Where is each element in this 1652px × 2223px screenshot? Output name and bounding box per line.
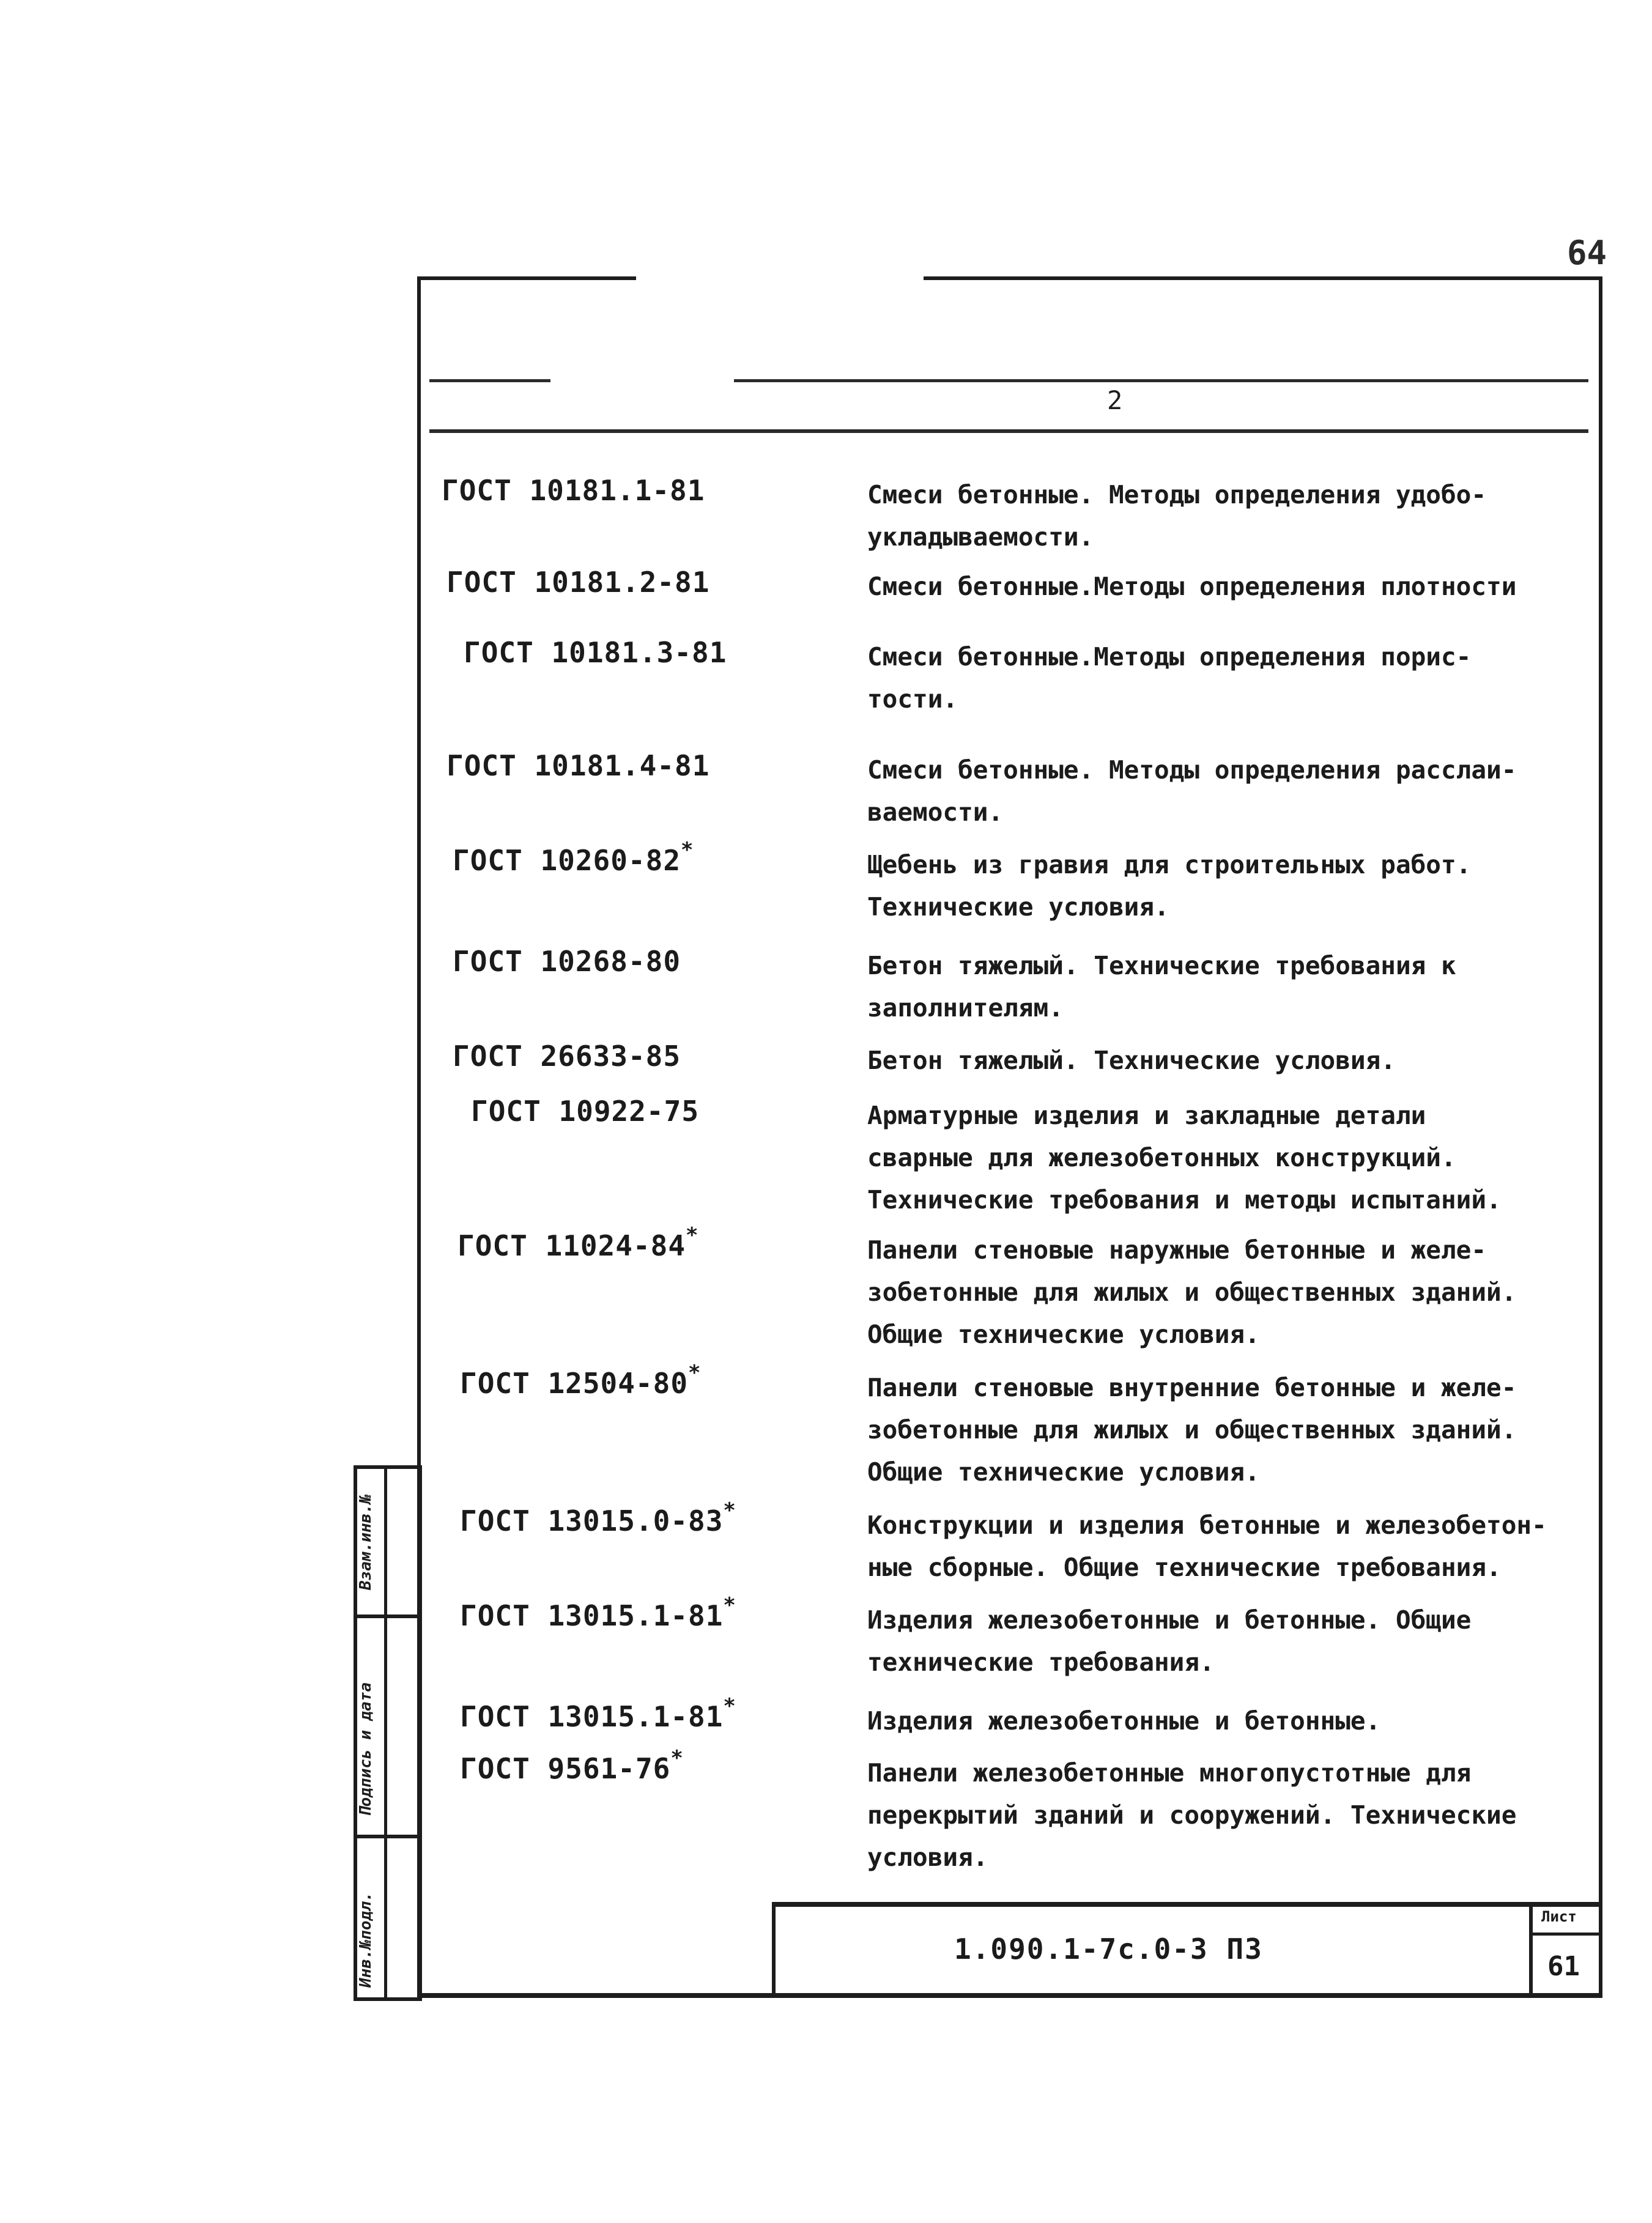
standard-title-line: сварные для железобетонных конструкций. bbox=[867, 1143, 1456, 1172]
side-label-signature-date: Подпись и дата bbox=[357, 1682, 375, 1816]
standard-title-line: Смеси бетонные.Методы определения порис- bbox=[867, 642, 1472, 671]
standard-code-text: ГОСТ 10922-75 bbox=[471, 1095, 700, 1128]
standard-code bbox=[446, 566, 709, 599]
standard-code bbox=[453, 945, 681, 978]
standard-title bbox=[867, 749, 1595, 834]
amendment-mark: * bbox=[681, 838, 694, 862]
standard-code-text: ГОСТ 13015.1-81 bbox=[460, 1599, 724, 1632]
standard-title bbox=[867, 1599, 1595, 1684]
standard-title bbox=[867, 566, 1595, 608]
standard-code-text: ГОСТ 13015.1-81 bbox=[460, 1700, 724, 1733]
standard-code-text: ГОСТ 10260-82 bbox=[453, 844, 681, 877]
standard-code-text: ГОСТ 11024-84 bbox=[457, 1229, 686, 1262]
standard-code bbox=[471, 1095, 699, 1128]
frame-gap bbox=[636, 272, 924, 281]
standard-code-text: ГОСТ 10181.3-81 bbox=[464, 636, 727, 669]
page-number: 64 bbox=[1567, 234, 1607, 272]
standard-code-text: ГОСТ 9561-76 bbox=[460, 1752, 671, 1785]
standard-code-text: ГОСТ 26633-85 bbox=[453, 1040, 681, 1073]
standard-title-line: Общие технические условия. bbox=[867, 1320, 1260, 1349]
standard-code bbox=[446, 749, 709, 782]
standard-title bbox=[867, 1700, 1595, 1742]
amendment-mark: * bbox=[686, 1223, 699, 1248]
standard-title-line: Смеси бетонные.Методы определения плотности bbox=[867, 572, 1517, 601]
standard-code bbox=[457, 1223, 699, 1262]
sheet-label: Лист bbox=[1541, 1908, 1577, 1925]
standard-code bbox=[460, 1694, 736, 1733]
standard-title-line: ные сборные. Общие технические требования. bbox=[867, 1553, 1502, 1582]
standard-title-line: условия. bbox=[867, 1843, 988, 1872]
standard-code bbox=[460, 1746, 684, 1785]
standard-title-line: укладываемости. bbox=[867, 522, 1094, 552]
standard-code-text: ГОСТ 10181.2-81 bbox=[446, 566, 710, 599]
column-header-rule-bottom bbox=[429, 429, 1588, 433]
standard-title-line: перекрытий зданий и сооружений. Технические bbox=[867, 1800, 1517, 1830]
standard-code-text: ГОСТ 10181.1-81 bbox=[442, 474, 705, 507]
standard-title-line: технические требования. bbox=[867, 1648, 1215, 1677]
standard-code-text: ГОСТ 10181.4-81 bbox=[446, 749, 710, 782]
standard-title-line: зобетонные для жилых и общественных зданий. bbox=[867, 1278, 1517, 1307]
sheet-number: 61 bbox=[1547, 1951, 1580, 1982]
standard-title-line: Арматурные изделия и закладные детали bbox=[867, 1101, 1426, 1130]
standard-code bbox=[460, 1593, 736, 1632]
document-code: 1.090.1-7с.0-3 ПЗ bbox=[954, 1933, 1263, 1966]
amendment-mark: * bbox=[723, 1694, 736, 1718]
standard-code bbox=[460, 1361, 702, 1400]
side-label-replacement-inventory: Взам.инв.№ bbox=[357, 1494, 375, 1590]
standard-code-text: ГОСТ 12504-80 bbox=[460, 1367, 689, 1400]
standard-title-line: Бетон тяжелый. Технические требования к bbox=[867, 951, 1456, 980]
side-stamp-divider bbox=[384, 1465, 387, 2001]
standard-title bbox=[867, 636, 1595, 720]
side-label-original-inventory: Инв.№подл. bbox=[357, 1892, 375, 1988]
rule-gap bbox=[550, 374, 734, 384]
standard-title-line: Технические условия. bbox=[867, 892, 1169, 922]
standard-title-line: Изделия железобетонные и бетонные. bbox=[867, 1706, 1381, 1736]
standard-code-text: ГОСТ 13015.0-83 bbox=[460, 1504, 724, 1537]
standard-title-line: Панели железобетонные многопустотные для bbox=[867, 1758, 1472, 1788]
standard-title-line: Бетон тяжелый. Технические условия. bbox=[867, 1046, 1396, 1075]
standard-title bbox=[867, 1367, 1595, 1493]
standard-title-line: заполнителям. bbox=[867, 993, 1064, 1023]
standard-title bbox=[867, 1040, 1595, 1082]
standard-title-line: Технические требования и методы испытаний. bbox=[867, 1185, 1502, 1215]
standard-title-line: Щебень из гравия для строительных работ. bbox=[867, 850, 1472, 879]
sheet-box-separator bbox=[1529, 1933, 1602, 1936]
standard-title bbox=[867, 1229, 1595, 1356]
amendment-mark: * bbox=[723, 1498, 736, 1523]
amendment-mark: * bbox=[723, 1593, 736, 1618]
standard-title-line: Конструкции и изделия бетонные и железобетон- bbox=[867, 1511, 1547, 1540]
standard-title-line: тости. bbox=[867, 684, 958, 714]
amendment-mark: * bbox=[670, 1746, 684, 1770]
standard-title bbox=[867, 844, 1595, 928]
standard-title-line: Смеси бетонные. Методы определения удобо- bbox=[867, 480, 1487, 509]
standard-title-line: зобетонные для жилых и общественных зданий. bbox=[867, 1415, 1517, 1444]
standard-title-line: ваемости. bbox=[867, 797, 1004, 827]
standard-title bbox=[867, 945, 1595, 1029]
standard-code bbox=[464, 636, 727, 669]
standard-title-line: Изделия железобетонные и бетонные. Общие bbox=[867, 1605, 1472, 1635]
side-stamp-separator bbox=[354, 1835, 422, 1838]
standard-code bbox=[453, 838, 694, 877]
standard-title bbox=[867, 474, 1595, 558]
amendment-mark: * bbox=[688, 1361, 702, 1385]
standard-code-text: ГОСТ 10268-80 bbox=[453, 945, 681, 978]
standard-title bbox=[867, 1752, 1595, 1879]
standard-title-line: Панели стеновые внутренние бетонные и желе- bbox=[867, 1373, 1517, 1402]
standard-code bbox=[460, 1498, 736, 1537]
standard-title bbox=[867, 1504, 1595, 1589]
standard-title-line: Общие технические условия. bbox=[867, 1457, 1260, 1487]
standard-title-line: Смеси бетонные. Методы определения расслаи- bbox=[867, 755, 1517, 785]
standard-title-line: Панели стеновые наружные бетонные и желе- bbox=[867, 1235, 1487, 1265]
column-number: 2 bbox=[1107, 385, 1123, 415]
side-stamp-separator bbox=[354, 1615, 422, 1618]
standard-code bbox=[453, 1040, 681, 1073]
standard-code bbox=[442, 474, 705, 507]
standard-title bbox=[867, 1095, 1595, 1221]
